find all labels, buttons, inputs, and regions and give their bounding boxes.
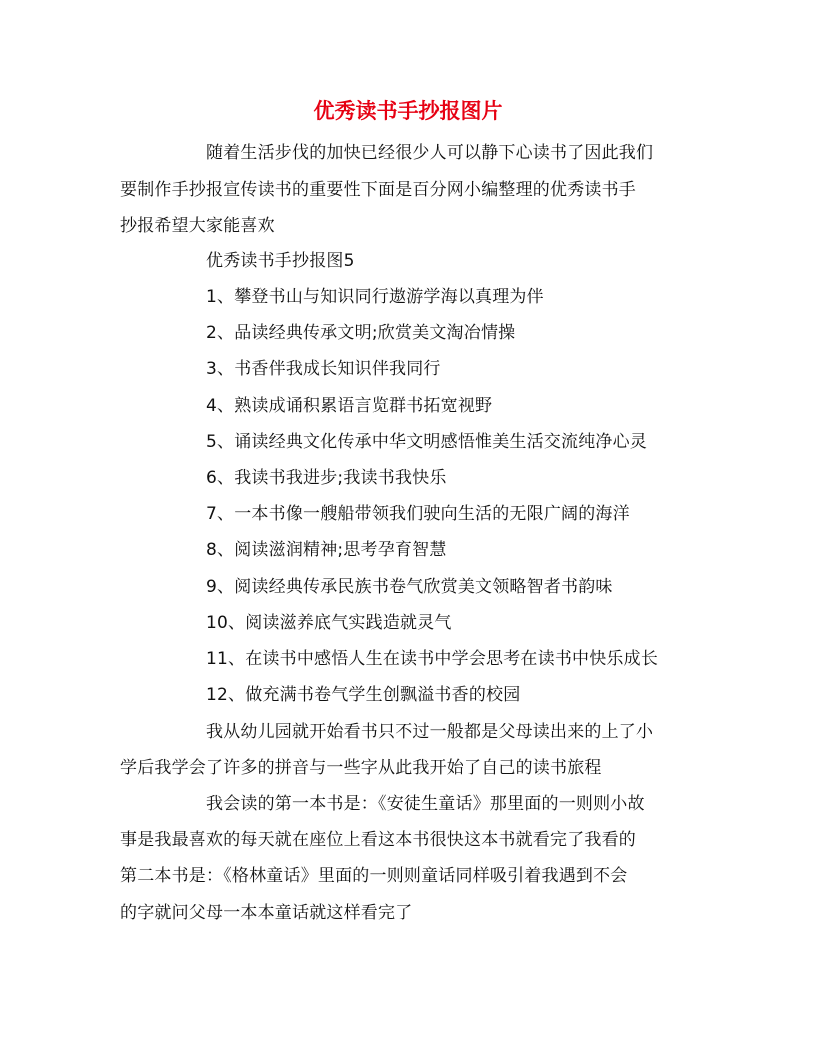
slogan-item: 10、阅读滋养底气实践造就灵气: [206, 613, 452, 633]
intro-line: 抄报希望大家能喜欢: [120, 216, 275, 236]
slogan-item: 3、书香伴我成长知识伴我同行: [206, 359, 441, 379]
paragraph-line: 第二本书是：《格林童话》里面的一则则童话同样吸引着我遇到不会: [120, 866, 628, 886]
slogan-item: 11、在读书中感悟人生在读书中学会思考在读书中快乐成长: [206, 649, 659, 669]
paragraph-line: 事是我最喜欢的每天就在座位上看这本书很快这本书就看完了我看的: [120, 830, 636, 850]
paragraph-line: 的字就问父母一本本童话就这样看完了: [120, 903, 413, 923]
intro-line: 要制作手抄报宣传读书的重要性下面是百分网小编整理的优秀读书手: [120, 180, 636, 200]
page-title: 优秀读书手抄报图片: [313, 98, 503, 123]
slogan-item: 5、诵读经典文化传承中华文明感悟惟美生活交流纯净心灵: [206, 432, 648, 452]
slogan-item: 4、熟读成诵积累语言览群书拓宽视野: [206, 396, 493, 416]
slogan-item: 8、阅读滋润精神;思考孕育智慧: [206, 540, 447, 560]
paragraph-line: 我从幼儿园就开始看书只不过一般都是父母读出来的上了小: [206, 722, 654, 742]
slogan-item: 7、一本书像一艘船带领我们驶向生活的无限广阔的海洋: [206, 504, 630, 524]
section-subheading: 优秀读书手抄报图5: [206, 251, 355, 271]
slogan-item: 9、阅读经典传承民族书卷气欣赏美文领略智者书韵味: [206, 577, 613, 597]
paragraph-line: 我会读的第一本书是：《安徒生童话》那里面的一则则小故: [206, 794, 645, 814]
slogan-item: 1、攀登书山与知识同行遨游学海以真理为伴: [206, 287, 544, 307]
slogan-item: 12、做充满书卷气学生创飘溢书香的校园: [206, 685, 521, 705]
slogan-item: 6、我读书我进步;我读书我快乐: [206, 468, 447, 488]
intro-line: 随着生活步伐的加快已经很少人可以静下心读书了因此我们: [206, 143, 654, 163]
paragraph-line: 学后我学会了许多的拼音与一些字从此我开始了自己的读书旅程: [120, 758, 602, 778]
slogan-item: 2、品读经典传承文明;欣赏美文淘冶情操: [206, 323, 516, 343]
